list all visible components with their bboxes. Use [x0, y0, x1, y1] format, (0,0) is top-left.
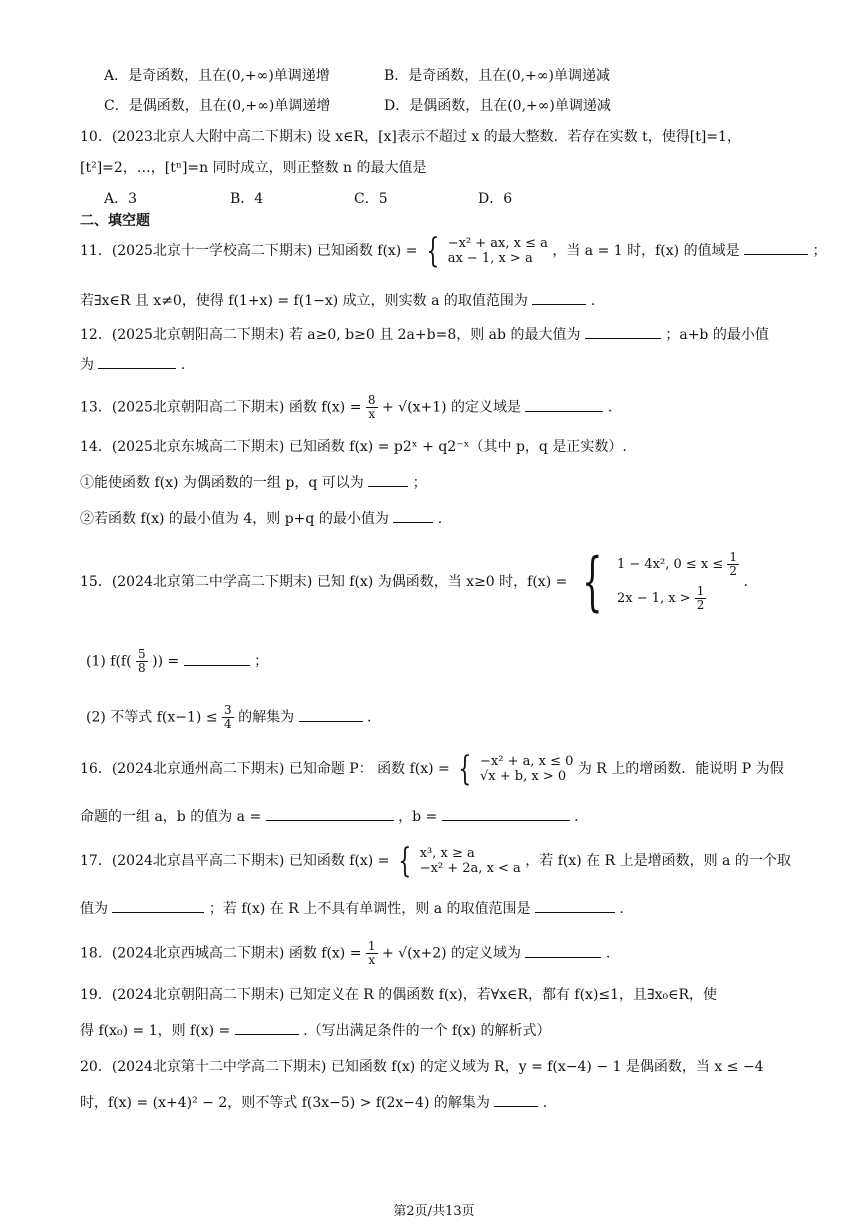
q12-line1-text: 12．(2025北京朝阳高二下期末) 若 a≥0, b≥0 且 2a+b=8，则 ab 的最大值为 [80, 327, 581, 343]
q14-line2-text: ①能使函数 f(x) 为偶函数的一组 p，q 可以为 [80, 475, 364, 491]
q14-line3-end: . [437, 511, 443, 527]
q17-line2-prefix: 值为 [80, 901, 108, 917]
q12-line1 [80, 326, 769, 344]
q18-frac-num: 1 [367, 939, 376, 953]
q15-blank-2[interactable] [299, 709, 363, 722]
q9-option-d: D．是偶函数，且在(0,+∞)单调递减 [384, 98, 611, 114]
q15-part1-suffix: )) = [152, 653, 180, 670]
section-heading-fill-in: 二、填空题 [80, 213, 150, 229]
q15-part2-den: 4 [224, 717, 232, 731]
q19-line1: 19．(2024北京朝阳高二下期末) 已知定义在 R 的偶函数 f(x)，若∀x∈R，都有 f(x)≤1，且∃x₀∈R，使 [80, 987, 718, 1003]
q17-case1: x³, x ≥ a [419, 846, 475, 861]
q15-line1 [80, 545, 748, 619]
q16-piecewise [454, 749, 574, 789]
q17-prefix: 17．(2024北京昌平高二下期末) 已知函数 f(x) = [80, 853, 390, 869]
q16-case2: √x + b, x > 0 [480, 769, 567, 784]
q12-line2-text: 为 [80, 357, 94, 373]
q14-blank-2[interactable] [393, 510, 433, 523]
q12-line2 [80, 356, 185, 374]
q15-part1-end: ； [254, 653, 269, 670]
q11-case2: ax − 1, x > a [447, 251, 533, 266]
q17-line2-mid: ；若 f(x) 在 R 上不具有单调性，则 a 的取值范围是 [208, 901, 531, 917]
q11-piecewise [422, 231, 548, 271]
q18-end: . [605, 945, 611, 962]
q15-case2-half [695, 585, 707, 612]
q13-fraction [366, 394, 378, 421]
q10-option-d: D．6 [478, 191, 513, 207]
q11-blank-2[interactable] [532, 292, 586, 305]
q14-blank-1[interactable] [368, 474, 408, 487]
q10-option-c: C．5 [354, 191, 388, 207]
q15-part1-prefix: (1) f(f( [86, 653, 132, 670]
q15-part1-den: 8 [138, 661, 146, 675]
q16-blank-a[interactable] [266, 808, 394, 821]
q15-part1 [86, 648, 268, 675]
q11-line2-end: . [590, 293, 596, 309]
q10-line1: 10．(2023北京人大附中高二下期末) 设 x∈R，[x]表示不超过 x 的最大整数．若存在实数 t，使得[t]=1， [80, 129, 741, 145]
q11-line2-text: 若∃x∈R 且 x≠0，使得 f(1+x) = f(1−x) 成立，则实数 a 的取值范围为 [80, 293, 528, 309]
q17-blank-1[interactable] [112, 900, 204, 913]
q15-part2 [86, 704, 371, 731]
q17-suffix: ，若 f(x) 在 R 上是增函数，则 a 的一个取 [525, 853, 791, 869]
q20-line1: 20．(2024北京第十二中学高二下期末) 已知函数 f(x) 的定义域为 R，y = f(x−4) − 1 是偶函数，当 x ≤ −4 [80, 1059, 764, 1075]
q9-option-a: A．是奇函数，且在(0,+∞)单调递增 [104, 68, 330, 84]
q15-part2-end: . [367, 709, 372, 726]
page-number-footer: 第2页/共13页 [393, 1204, 475, 1219]
q17-brace: { [398, 841, 412, 881]
q15-part2-suffix: 的解集为 [238, 709, 295, 726]
q18-line [80, 940, 610, 967]
q20-line2-prefix: 时，f(x) = (x+4)² − 2，则不等式 f(3x−5) > f(2x−4) 的解集为 [80, 1095, 490, 1111]
q10-line2: [t²]=2，…，[tⁿ]=n 同时成立，则正整数 n 的最大值是 [80, 160, 427, 176]
q13-blank[interactable] [525, 399, 603, 412]
q17-piecewise [394, 841, 521, 881]
q14-line2-end: ； [412, 475, 427, 491]
q15-case2: 2x − 1, x > [616, 591, 691, 606]
q13-suffix: + √(x+1) 的定义域是 [382, 399, 522, 416]
q12-blank-2[interactable] [98, 356, 176, 369]
q12-line2-end: . [180, 357, 186, 373]
q11-case1: −x² + ax, x ≤ a [447, 236, 548, 251]
q11-prefix: 11．(2025北京十一学校高二下期末) 已知函数 f(x) = [80, 243, 418, 259]
q17-line1 [80, 841, 791, 881]
q15-part2-fraction [222, 704, 234, 731]
q12-blank-1[interactable] [585, 326, 661, 339]
q13-frac-den: x [368, 407, 376, 421]
q16-line2-mid: ，b = [398, 809, 438, 825]
q14-line2 [80, 474, 427, 492]
q16-prefix: 16．(2024北京通州高二下期末) 已知命题 P： 函数 f(x) = [80, 761, 450, 777]
q18-suffix: + √(x+2) 的定义域为 [382, 945, 522, 962]
q15-blank-1[interactable] [184, 653, 250, 666]
q16-blank-b[interactable] [442, 808, 570, 821]
q18-blank[interactable] [525, 945, 601, 958]
q19-line2 [80, 1022, 551, 1040]
q15-half-num-2: 1 [696, 584, 705, 598]
q20-line2 [80, 1094, 547, 1112]
q10-option-a: A．3 [104, 191, 138, 207]
q10-option-b: B．4 [230, 191, 264, 207]
q15-end: . [743, 574, 748, 590]
q16-case1: −x² + a, x ≤ 0 [480, 754, 574, 769]
q15-part1-fraction [136, 648, 148, 675]
q18-prefix: 18．(2024北京西城高二下期末) 函数 f(x) = [80, 945, 362, 962]
q15-prefix: 15．(2024北京第二中学高二下期末) 已知 f(x) 为偶函数，当 x≥0 时，f(x) = [80, 574, 568, 590]
q16-line1 [80, 749, 784, 789]
q18-fraction [366, 940, 378, 967]
q13-prefix: 13．(2025北京朝阳高二下期末) 函数 f(x) = [80, 399, 362, 416]
q17-blank-2[interactable] [535, 900, 615, 913]
q14-line1: 14．(2025北京东城高二下期末) 已知函数 f(x) = p2ˣ + q2⁻ˣ（其中 p，q 是正实数）. [80, 439, 627, 455]
q13-line [80, 394, 612, 421]
q15-part2-prefix: (2) 不等式 f(x−1) ≤ [86, 709, 218, 726]
q16-line2-end: . [574, 809, 579, 825]
q9-option-c: C．是偶函数，且在(0,+∞)单调递增 [104, 98, 331, 114]
q17-line2-end: . [619, 901, 624, 917]
q14-line3-text: ②若函数 f(x) 的最小值为 4，则 p+q 的最小值为 [80, 511, 389, 527]
q15-part2-num: 3 [224, 703, 232, 717]
q18-frac-den: x [368, 953, 376, 967]
q15-half-den-1: 2 [729, 564, 738, 578]
q19-blank[interactable] [235, 1022, 299, 1035]
q16-line2-prefix: 命题的一组 a，b 的值为 a = [80, 809, 262, 825]
q15-half-num-1: 1 [729, 550, 738, 564]
q13-end: . [607, 399, 613, 416]
q16-line2 [80, 808, 579, 826]
q9-option-b: B．是奇函数，且在(0,+∞)单调递减 [384, 68, 610, 84]
q15-part1-num: 5 [138, 647, 146, 661]
q15-cases [617, 548, 739, 616]
q15-half-den-2: 2 [696, 598, 705, 612]
q17-case2: −x² + 2a, x < a [419, 861, 521, 876]
q11-line1 [80, 231, 827, 271]
q16-brace: { [458, 749, 472, 789]
q15-case1-half [727, 551, 739, 578]
q11-suffix: ，当 a = 1 时，f(x) 的值域是 [552, 243, 740, 259]
q16-suffix: 为 R 上的增函数．能说明 P 为假 [577, 761, 784, 777]
q11-line2 [80, 292, 595, 310]
q11-brace: { [426, 231, 440, 271]
q15-case1: 1 − 4x², 0 ≤ x ≤ [616, 557, 724, 572]
q20-line2-end: . [542, 1095, 548, 1111]
q15-brace: { [581, 545, 603, 619]
q11-blank-1[interactable] [744, 242, 808, 255]
q20-blank[interactable] [494, 1094, 538, 1107]
q11-suffix-end: ； [812, 243, 827, 259]
q14-line3 [80, 510, 442, 528]
q19-line2-suffix: .（写出满足条件的一个 f(x) 的解析式） [303, 1023, 551, 1039]
q19-line2-prefix: 得 f(x₀) = 1，则 f(x) = [80, 1023, 231, 1039]
q13-frac-num: 8 [367, 393, 376, 407]
q17-line2 [80, 900, 624, 918]
q12-line1-mid: ；a+b 的最小值 [665, 327, 769, 343]
